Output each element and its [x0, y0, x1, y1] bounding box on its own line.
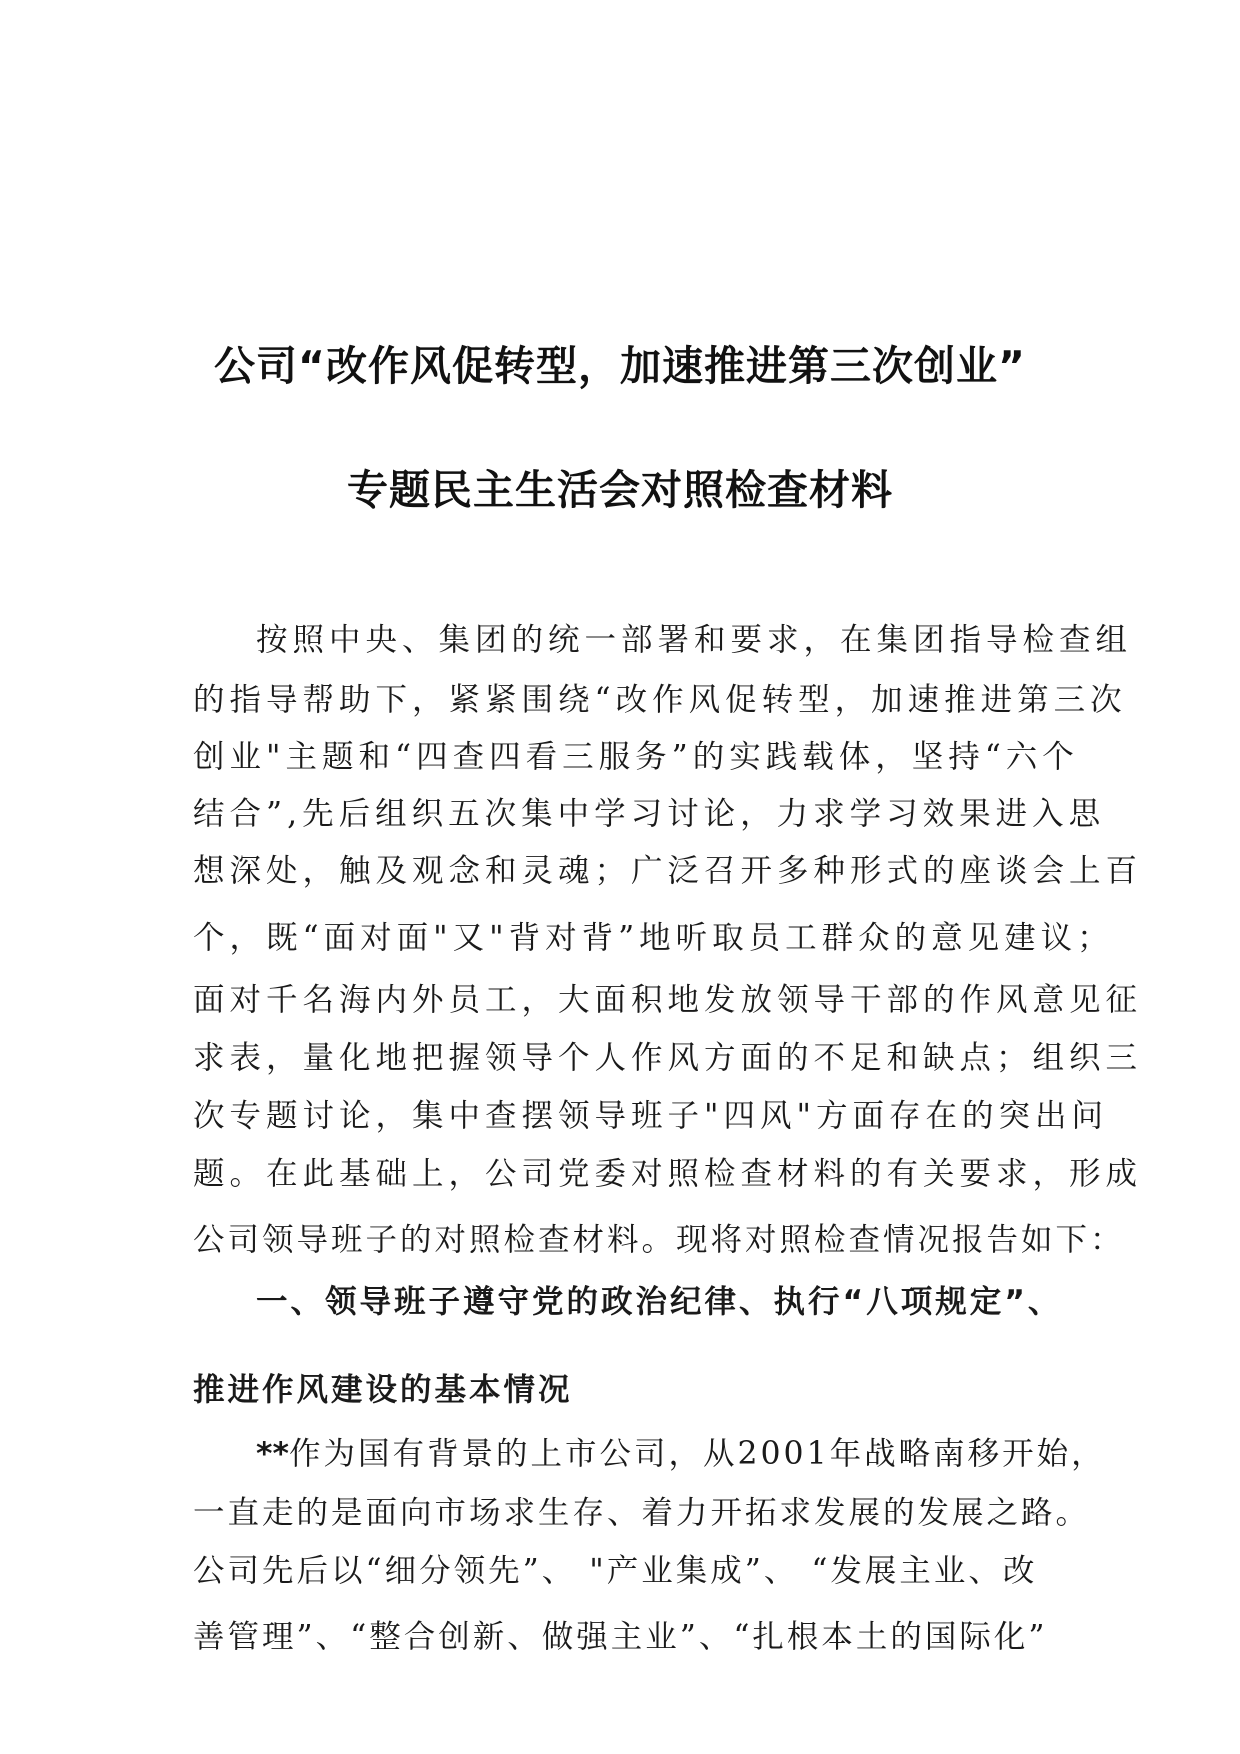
document-title-line-1: 公司“改作风促转型，加速推进第三次创业” [214, 342, 1026, 390]
section-heading-line: 推进作风建设的基本情况 [193, 1372, 573, 1408]
paragraph-line [256, 1434, 1106, 1474]
redacted-name-marker: ** [256, 1436, 289, 1472]
paragraph-line: 次专题讨论，集中查摆领导班子"四风"方面存在的突出问 [193, 1098, 1108, 1134]
document-title-line-2: 专题民主生活会对照检查材料 [347, 466, 893, 514]
paragraph-line: 求表，量化地把握领导个人作风方面的不足和缺点；组织三 [193, 1040, 1143, 1076]
paragraph-line: 面对千名海内外员工，大面积地发放领导干部的作风意见征 [193, 982, 1143, 1018]
paragraph-line: 结合”,先后组织五次集中学习讨论，力求学习效果进入思 [193, 796, 1106, 832]
paragraph-line: 按照中央、集团的统一部署和要求，在集团指导检查组 [256, 622, 1133, 658]
paragraph-line: 一直走的是面向市场求生存、着力开拓求发展的发展之路。 [193, 1495, 1091, 1531]
paragraph-line: 的指导帮助下，紧紧围绕“改作风促转型，加速推进第三次 [193, 682, 1127, 718]
paragraph-line: 公司先后以“细分领先”、 "产业集成”、 “发展主业、改 [193, 1553, 1038, 1589]
paragraph-line: 题。在此基础上，公司党委对照检查材料的有关要求，形成 [193, 1156, 1143, 1192]
paragraph-line: 善管理”、“整合创新、做强主业”、“扎根本土的国际化” [193, 1619, 1048, 1655]
paragraph-line: 公司领导班子的对照检查材料。现将对照检查情况报告如下： [193, 1222, 1125, 1258]
paragraph-line: 想深处，触及观念和灵魂；广泛召开多种形式的座谈会上百 [193, 853, 1143, 889]
paragraph-text: 作为国有背景的上市公司，从2001年战略南移开始， [288, 1436, 1106, 1472]
paragraph-line: 个，既“面对面"又"背对背”地听取员工群众的意见建议； [193, 920, 1114, 956]
paragraph-line: 创业"主题和“四查四看三服务”的实践载体，坚持“六个 [193, 739, 1079, 775]
section-heading-line: 一、领导班子遵守党的政治纪律、执行“八项规定”、 [256, 1284, 1063, 1320]
